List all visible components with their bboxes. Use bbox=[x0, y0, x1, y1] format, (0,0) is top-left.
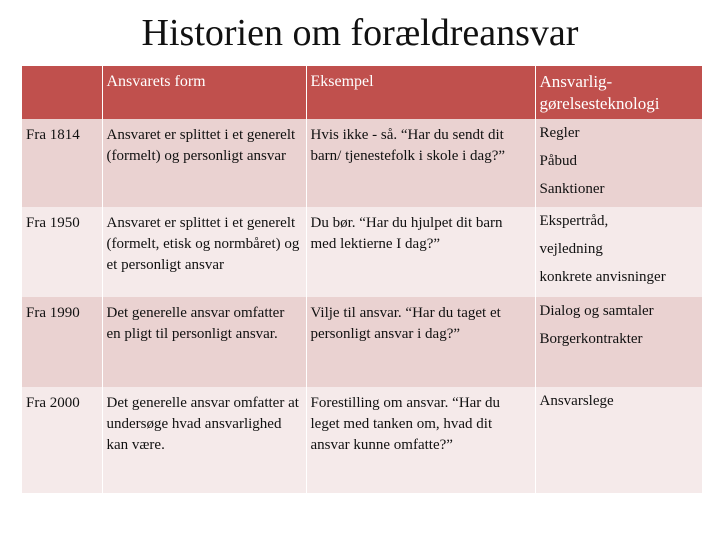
row-example: Du bør. “Har du hjulpet dit barn med lektierne I dag?” bbox=[306, 207, 535, 297]
row-technology bbox=[535, 119, 702, 207]
row-period: Fra 2000 bbox=[22, 387, 102, 493]
row-technology bbox=[535, 207, 702, 297]
row-technology bbox=[535, 297, 702, 387]
table-row bbox=[22, 207, 702, 297]
table-header-row bbox=[22, 66, 702, 119]
technology-item: Ekspertråd, bbox=[539, 213, 609, 229]
technology-item: Påbud bbox=[539, 153, 577, 169]
row-form: Ansvaret er splittet i et generelt (formelt, etisk og normbåret) og et personligt ansvar bbox=[102, 207, 306, 297]
table-row bbox=[22, 119, 702, 207]
technology-item: Ansvarslege bbox=[539, 393, 614, 409]
row-example: Hvis ikke - så. “Har du sendt dit barn/ tjenestefolk i skole i dag?” bbox=[306, 119, 535, 207]
row-period: Fra 1950 bbox=[22, 207, 102, 297]
header-period bbox=[22, 66, 102, 119]
row-period: Fra 1990 bbox=[22, 297, 102, 387]
table-row bbox=[22, 297, 702, 387]
technology-item: Dialog og samtaler bbox=[539, 303, 654, 319]
technology-item: vejledning bbox=[539, 241, 603, 257]
row-technology bbox=[535, 387, 702, 493]
table-row bbox=[22, 387, 702, 493]
technology-item: Borgerkontrakter bbox=[539, 331, 643, 347]
row-period: Fra 1814 bbox=[22, 119, 102, 207]
technology-item: konkrete anvisninger bbox=[539, 269, 666, 285]
header-form: Ansvarets form bbox=[102, 66, 306, 119]
technology-item: Sanktioner bbox=[539, 181, 605, 197]
row-form: Ansvaret er splittet i et generelt (formelt) og personligt ansvar bbox=[102, 119, 306, 207]
slide-title: Historien om forældreansvar bbox=[141, 12, 579, 54]
row-example: Forestilling om ansvar. “Har du leget med tanken om, hvad dit ansvar kunne omfatte?” bbox=[306, 387, 535, 493]
row-form: Det generelle ansvar omfatter en pligt til personligt ansvar. bbox=[102, 297, 306, 387]
header-example: Eksempel bbox=[306, 66, 535, 119]
row-form: Det generelle ansvar omfatter at undersøge hvad ansvarlighed kan være. bbox=[102, 387, 306, 493]
header-technology: Ansvarlig-gørelsesteknologi bbox=[535, 66, 702, 119]
technology-item: Regler bbox=[539, 125, 580, 141]
responsibility-history-table bbox=[22, 66, 702, 493]
row-example: Vilje til ansvar. “Har du taget et personligt ansvar i dag?” bbox=[306, 297, 535, 387]
